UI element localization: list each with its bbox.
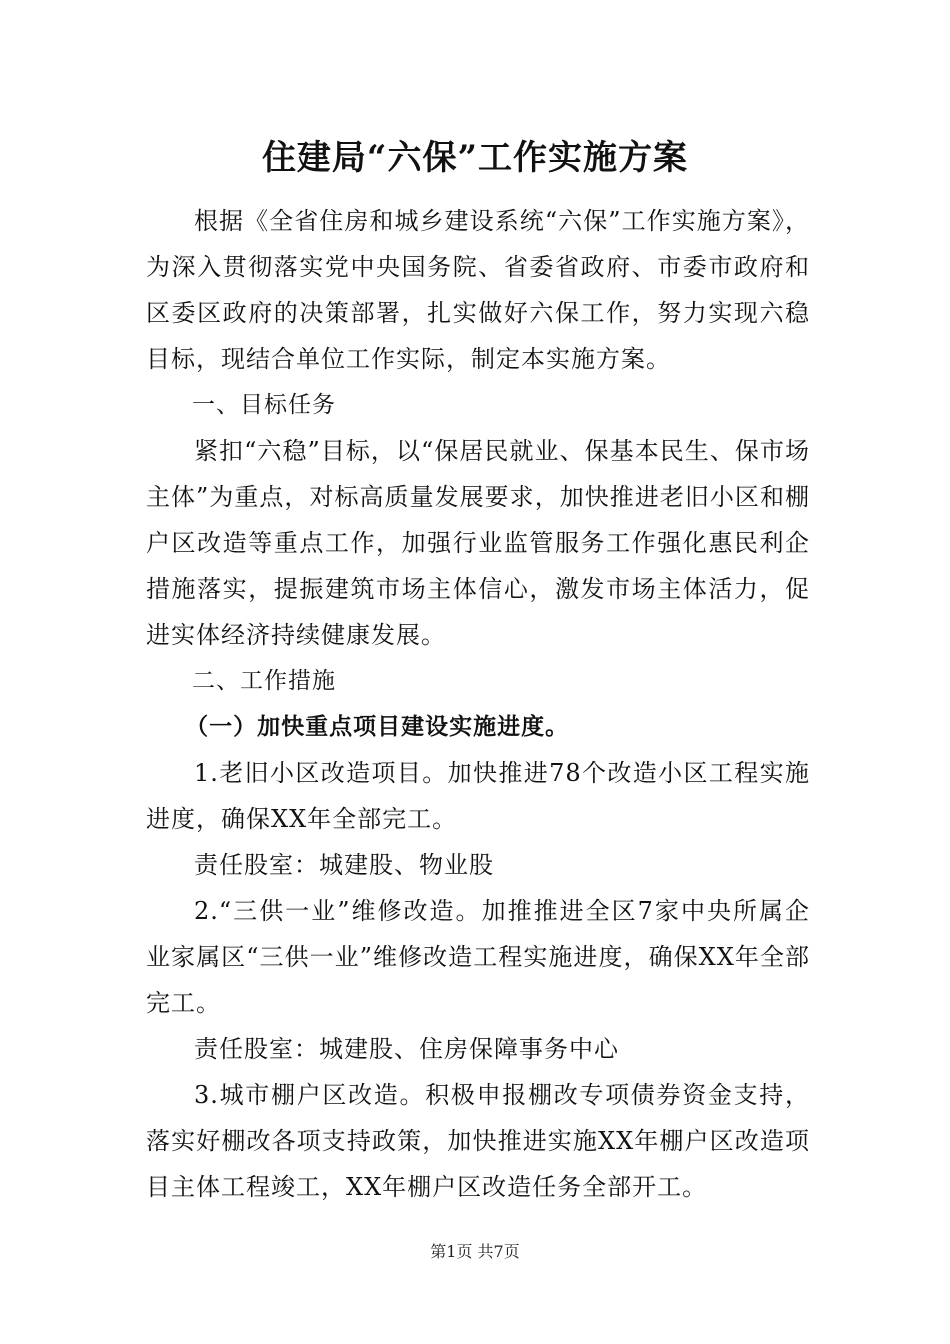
intro-paragraph: 根据《全省住房和城乡建设系统“六保”工作实施方案》，为深入贯彻落实党中央国务院、省委省政府、市委市政府和区委区政府的决策部署，扎实做好六保工作，努力实现六稳目标，现结合单位工作实际，制定本实施方案。: [146, 207, 810, 373]
goals-paragraph: 紧扣“六稳”目标，以“保居民就业、保基本民生、保市场主体”为重点，对标高质量发展要求，加快推进老旧小区和棚户区改造等重点工作，加强行业监管服务工作强化惠民利企措施落实，提振建筑市场主体信心，激发市场主体活力，促进实体经济持续健康发展。: [146, 437, 810, 649]
responsibility-line-2: 责任股室：城建股、住房保障事务中心: [194, 1035, 619, 1063]
responsibility-line-1: 责任股室：城建股、物业股: [194, 851, 494, 879]
document-body: [146, 198, 810, 1210]
page-footer: 第1页 共7页: [430, 1242, 520, 1261]
document-title: 住建局“六保”工作实施方案: [261, 138, 689, 178]
section-heading-measures: 二、工作措施: [192, 668, 336, 694]
item-three-supplies: 2.“三供一业”维修改造。加推推进全区7家中央所属企业家属区“三供一业”维修改造工程实施进度，确保XX年全部完工。: [146, 897, 810, 1017]
item-shantytown-renovation: 3.城市棚户区改造。积极申报棚改专项债券资金支持，落实好棚改各项支持政策，加快推进实施XX年棚户区改造项目主体工程竣工，XX年棚户区改造任务全部开工。: [146, 1081, 810, 1201]
item-old-communities: 1.老旧小区改造项目。加快推进78个改造小区工程实施进度，确保XX年全部完工。: [146, 759, 810, 833]
subsection-heading-projects: （一）加快重点项目建设实施进度。: [185, 714, 570, 740]
section-heading-goals: 一、目标任务: [192, 392, 336, 418]
